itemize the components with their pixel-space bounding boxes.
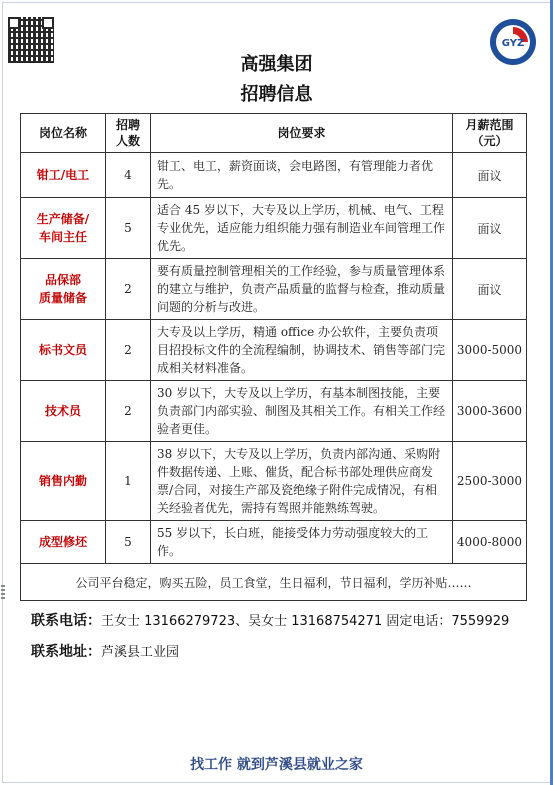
row-count: 4	[106, 153, 151, 198]
row-requirements: 38 岁以下，大专及以上学历，负责内部沟通、采购附件数据传递、上账、催货，配合标书部处理供应商发票/合同，对接生产部及瓷绝缘子附件完成情况，有相关经验者优先，需持有驾照并能熟练驾驶。	[151, 442, 453, 521]
row-count: 5	[106, 521, 151, 564]
header-count: 招聘 人数	[106, 114, 151, 153]
company-title: 高强集团	[240, 54, 313, 75]
row-count: 2	[106, 259, 151, 320]
table-row	[21, 381, 527, 442]
contact-address	[31, 641, 179, 661]
header-salary: 月薪范围 （元）	[453, 114, 527, 153]
row-requirements: 大专及以上学历，精通 office 办公软件，主要负责项目招投标文件的全流程编制，协调技术、销售等部门完成相关材料准备。	[151, 320, 453, 381]
row-requirements: 要有质量控制管理相关的工作经验，参与质量管理体系的建立与维护，负责产品质量的监督与检查，推动质量问题的分析与改进。	[151, 259, 453, 320]
row-requirements: 钳工、电工，薪资面谈，会电路图，有管理能力者优先。	[151, 153, 453, 198]
recruitment-table	[20, 113, 527, 601]
table-row	[21, 320, 527, 381]
row-requirements: 适合 45 岁以下，大专及以上学历，机械、电气、工程专业优先，适应能力组织能力强有制造业车间管理工作优先。	[151, 198, 453, 259]
row-requirements: 30 岁以下，大专及以上学历，有基本制图技能，主要负责部门内部实验、制图及其相关工作。有相关工作经验者更佳。	[151, 381, 453, 442]
page-subtitle: 招聘信息	[240, 84, 313, 105]
row-position: 技术员	[21, 381, 106, 442]
contact-phone	[31, 610, 509, 630]
row-position: 生产储备/ 车间主任	[21, 198, 106, 259]
table-header-row	[21, 114, 527, 153]
header-requirements: 岗位要求	[151, 114, 453, 153]
address-value: 芦溪县工业园	[101, 645, 180, 660]
row-salary: 面议	[453, 153, 527, 198]
row-requirements: 55 岁以下，长白班，能接受体力劳动强度较大的工作。	[151, 521, 453, 564]
row-salary: 2500-3000	[453, 442, 527, 521]
header-position: 岗位名称	[21, 114, 106, 153]
logo-text: GYZ	[501, 38, 525, 49]
row-salary: 4000-8000	[453, 521, 527, 564]
phone-label: 联系电话：	[31, 613, 101, 629]
benefits-text: 公司平台稳定，购买五险，员工食堂，生日福利，节日福利，学历补贴……	[21, 564, 527, 601]
drag-handle-dots	[1, 583, 5, 599]
table-row	[21, 153, 527, 198]
row-count: 2	[106, 381, 151, 442]
table-footer-row	[21, 564, 527, 601]
row-position: 标书文员	[21, 320, 106, 381]
row-position: 成型修坯	[21, 521, 106, 564]
row-salary: 面议	[453, 259, 527, 320]
table-row	[21, 198, 527, 259]
address-label: 联系地址：	[31, 644, 101, 660]
row-position: 钳工/电工	[21, 153, 106, 198]
table-row	[21, 521, 527, 564]
row-count: 2	[106, 320, 151, 381]
row-salary: 3000-5000	[453, 320, 527, 381]
row-count: 5	[106, 198, 151, 259]
phone-value: 王女士 13166279723、吴女士 13168754271 固定电话：7559929	[101, 614, 510, 629]
row-salary: 3000-3600	[453, 381, 527, 442]
table-row	[21, 442, 527, 521]
row-count: 1	[106, 442, 151, 521]
row-position: 品保部 质量储备	[21, 259, 106, 320]
row-salary: 面议	[453, 198, 527, 259]
slogan-text: 找工作 就到芦溪县就业之家	[190, 757, 363, 773]
table-row	[21, 259, 527, 320]
row-position: 销售内勤	[21, 442, 106, 521]
